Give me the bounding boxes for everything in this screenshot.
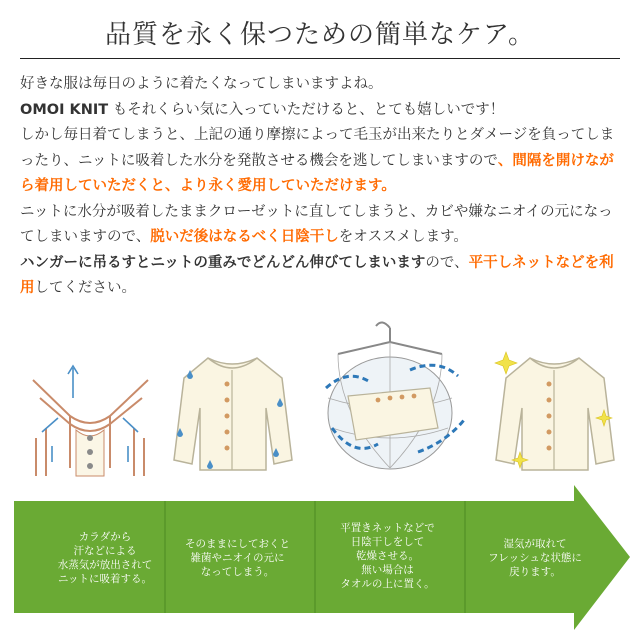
net-drying-illustration: [318, 318, 478, 478]
paragraph-3: [20, 123, 622, 200]
title-divider: [20, 58, 620, 59]
paragraph-5-tail: してください。: [34, 280, 136, 296]
paragraph-3-emphasis: 、間隔を開けながら着用していただくと、より永く愛用していただけます。: [20, 152, 614, 194]
brand-name: OMOI KNIT: [20, 101, 109, 118]
damp-cardigan-illustration: [170, 348, 295, 478]
sweat-vapor-illustration: [28, 358, 153, 478]
paragraph-2-text: もそれくらい気に入っていただけると、とても嬉しいです！: [112, 101, 505, 118]
step-1-text: カラダから 汗などによる 水蒸気が放出されて ニットに吸着する。: [57, 531, 153, 585]
care-illustrations: [0, 318, 640, 478]
paragraph-1: 好きな服は毎日のように着たくなってしまいますよね。: [20, 76, 383, 92]
fresh-cardigan-illustration: [492, 348, 617, 478]
paragraph-5: [20, 251, 622, 302]
paragraph-5-text: ので、: [425, 254, 469, 271]
care-description: [20, 72, 622, 302]
page-title: 品質を永く保つための簡単なケア。: [105, 20, 535, 50]
step-2-text: そのままにしておくと 雑菌やニオイの元に なってしまう。: [185, 538, 290, 578]
paragraph-3-text: しかし毎日着てしまうと、上記の通り摩擦によって毛玉が出来たりとダメージを負ってしまったり、ニットに吸着した水分を発散させる機会を逃してしまいますので: [20, 127, 615, 169]
paragraph-4-text: ニットに水分が吸着したままクローゼットに直してしまうと、カビや嫌なニオイの元になってしまいますので、: [20, 203, 613, 245]
paragraph-4: [20, 200, 622, 251]
step-4-text: 湿気が取れて フレッシュな状態に 戻ります。: [488, 538, 582, 578]
paragraph-2: [20, 98, 622, 124]
paragraph-5-emphasis: 平干しネットなどを利用: [20, 254, 614, 296]
paragraph-4-emphasis: 脱いだ後はなるべく日陰干し: [150, 229, 339, 245]
paragraph-5-bold: ハンガーに吊るすとニットの重みでどんどん伸びてしまいます: [20, 254, 426, 271]
step-3-text: 平置きネットなどで 日陰干しをして 乾燥させる。 無い場合は タオルの上に置く。: [340, 522, 435, 590]
paragraph-4-tail: をオススメします。: [338, 229, 468, 245]
